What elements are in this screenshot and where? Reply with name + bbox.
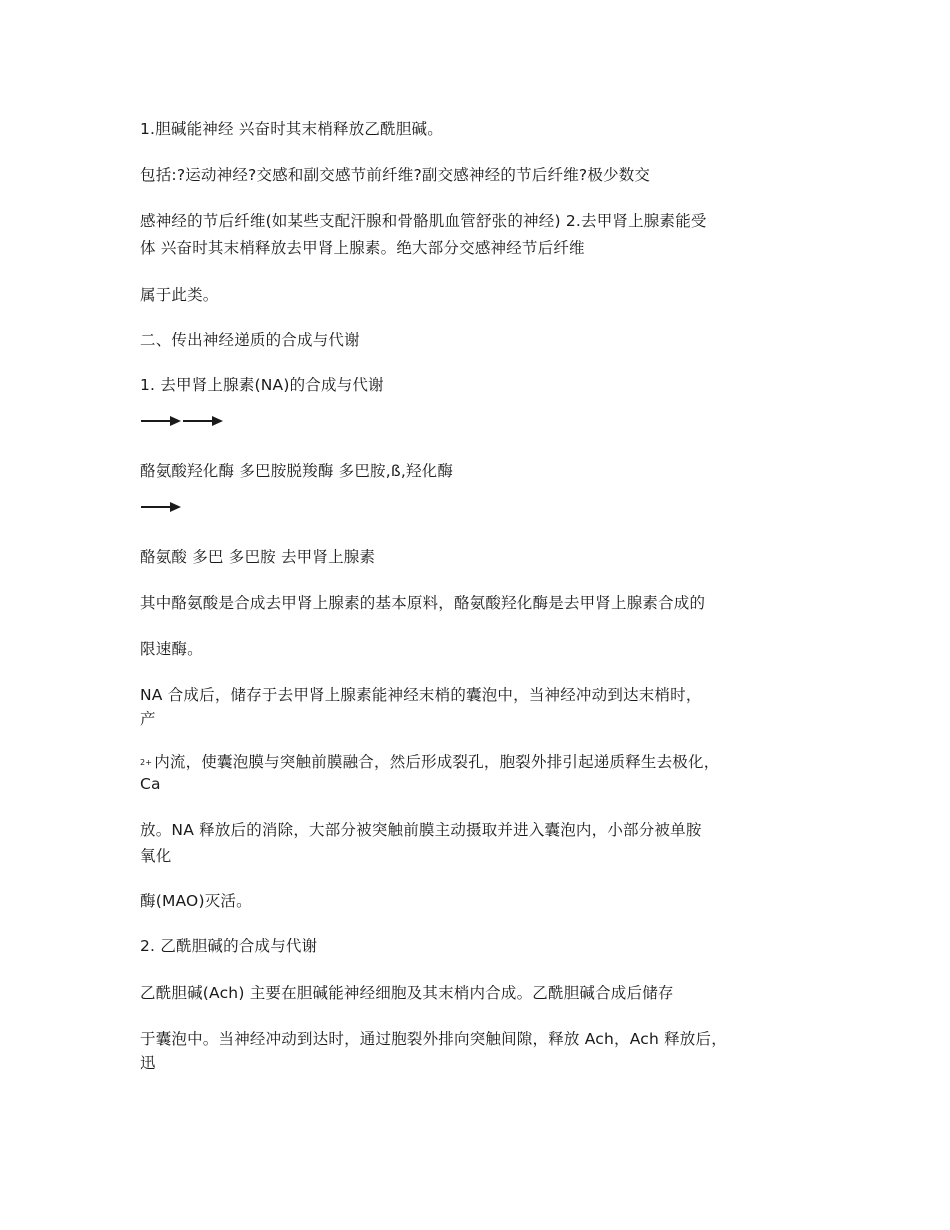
text-line-20: 乙酰胆碱(Ach) 主要在胆碱能神经细胞及其末梢内合成。乙酰胆碱合成后储存 [140, 984, 674, 1002]
text-line-11: 限速酶。 [140, 640, 203, 658]
arrow-icon [140, 500, 182, 514]
text-line-1: 1.胆碱能神经 兴奋时其末梢释放乙酰胆碱。 [140, 120, 443, 138]
double-arrow-icon [140, 414, 224, 428]
text-line-13: 产 [140, 710, 156, 728]
text-line-2: 包括:?运动神经?交感和副交感节前纤维?副交感神经的节后纤维?极少数交 [140, 166, 651, 184]
superscript-charge: 2+ [140, 758, 153, 767]
text-line-22: 迅 [140, 1054, 156, 1072]
text-line-5: 属于此类。 [140, 286, 219, 304]
section-heading: 二、传出神经递质的合成与代谢 [140, 331, 360, 349]
text-line-21: 于囊泡中。当神经冲动到达时，通过胞裂外排向突触间隙，释放 Ach，Ach 释放后， [140, 1030, 727, 1048]
text-line-3: 感神经的节后纤维(如某些支配汗腺和骨骼肌血管舒张的神经) 2.去甲肾上腺素能受 [140, 212, 707, 230]
subsection-heading-ach: 2. 乙酰胆碱的合成与代谢 [140, 937, 318, 955]
text-line-10: 其中酪氨酸是合成去甲肾上腺素的基本原料，酪氨酸羟化酶是去甲肾上腺素合成的 [140, 594, 706, 612]
text-line-15: Ca [140, 775, 161, 793]
text-line-16: 放。NA 释放后的消除，大部分被突触前膜主动摄取并进入囊泡内，小部分被单胺 [140, 821, 702, 839]
text-line-14 [140, 751, 719, 776]
subsection-heading-na: 1. 去甲肾上腺素(NA)的合成与代谢 [140, 376, 384, 394]
text-line-12: NA 合成后，储存于去甲肾上腺素能神经末梢的囊泡中，当神经冲动到达末梢时， [140, 686, 702, 704]
text-line-18: 酶(MAO)灭活。 [140, 892, 252, 910]
text-line-4: 体 兴奋时其末梢释放去甲肾上腺素。绝大部分交感神经节后纤维 [140, 239, 585, 257]
enzyme-line: 酪氨酸羟化酶 多巴胺脱羧酶 多巴胺,ß,羟化酶 [140, 462, 454, 480]
substrate-line: 酪氨酸 多巴 多巴胺 去甲肾上腺素 [140, 548, 376, 566]
text-line-14-body: 内流，使囊泡膜与突触前膜融合，然后形成裂孔，胞裂外排引起递质释生去极化， [154, 753, 720, 771]
text-line-17: 氧化 [140, 847, 172, 865]
